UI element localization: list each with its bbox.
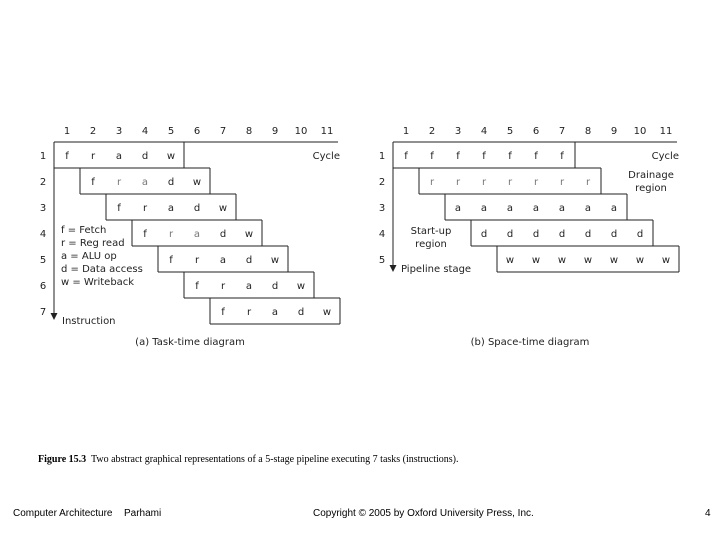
b-cell-s1-c7: f <box>560 151 564 162</box>
a-cell-t6-f: f <box>195 281 199 292</box>
b-cycle-number-2: 2 <box>428 126 436 137</box>
b-cycle-number-6: 6 <box>532 126 540 137</box>
b-cell-s3-c6: a <box>532 203 540 214</box>
b-cycle-label: Cycle <box>651 151 679 162</box>
b-drainage-label-line2: region <box>635 183 667 194</box>
b-cell-s2-c7: r <box>559 177 565 188</box>
b-cell-s3-c8: a <box>584 203 592 214</box>
b-cell-s2-c6: r <box>533 177 539 188</box>
b-cell-s4-c7: d <box>558 229 566 240</box>
b-cell-s5-c5: w <box>505 255 515 266</box>
a-cell-t7-w: w <box>322 307 332 318</box>
a-cycle-label: Cycle <box>312 151 340 162</box>
footer-course: Computer Architecture <box>13 508 113 519</box>
a-cell-t5-d: d <box>245 255 253 266</box>
a-cell-t2-w: w <box>192 177 202 188</box>
b-cycle-number-7: 7 <box>558 126 566 137</box>
b-cycle-number-10: 10 <box>633 126 647 137</box>
a-cell-t7-a: a <box>271 307 279 318</box>
b-cell-s1-c5: f <box>508 151 512 162</box>
a-task-number-2: 2 <box>39 177 47 188</box>
b-cycle-number-9: 9 <box>610 126 618 137</box>
b-cell-s3-c4: a <box>480 203 488 214</box>
b-startup-label-line1: Start-up <box>410 226 452 237</box>
b-cell-s3-c5: a <box>506 203 514 214</box>
b-cell-s1-c3: f <box>456 151 460 162</box>
b-cell-s4-c4: d <box>480 229 488 240</box>
b-cell-s1-c2: f <box>430 151 434 162</box>
a-cell-t6-r: r <box>220 281 226 292</box>
a-cycle-number-1: 1 <box>63 126 71 137</box>
b-cell-s2-c3: r <box>455 177 461 188</box>
b-cell-s2-c4: r <box>481 177 487 188</box>
b-cell-s2-c8: r <box>585 177 591 188</box>
b-cycle-number-11: 11 <box>659 126 673 137</box>
a-cell-t7-r: r <box>246 307 252 318</box>
a-cycle-number-7: 7 <box>219 126 227 137</box>
b-startup-label-line2: region <box>415 239 447 250</box>
a-cell-t1-f: f <box>65 151 69 162</box>
b-cell-s2-c5: r <box>507 177 513 188</box>
a-cell-t5-r: r <box>194 255 200 266</box>
a-legend-item-1: f = Fetch <box>61 225 107 236</box>
a-cycle-number-11: 11 <box>320 126 334 137</box>
a-cell-t6-w: w <box>296 281 306 292</box>
a-cell-t7-d: d <box>297 307 305 318</box>
figure-caption <box>38 454 688 465</box>
a-cell-t3-r: r <box>142 203 148 214</box>
page-number: 4 <box>705 508 711 519</box>
a-cell-t2-f: f <box>91 177 95 188</box>
b-subtitle: (b) Space-time diagram <box>470 337 590 348</box>
a-cell-t4-f: f <box>143 229 147 240</box>
a-subtitle: (a) Task-time diagram <box>135 337 245 348</box>
b-cell-s5-c8: w <box>583 255 593 266</box>
b-cell-s3-c3: a <box>454 203 462 214</box>
a-cell-t1-d: d <box>141 151 149 162</box>
a-legend-item-3: a = ALU op <box>61 251 117 262</box>
a-cycle-number-3: 3 <box>115 126 123 137</box>
a-task-number-7: 7 <box>39 307 47 318</box>
a-cycle-number-10: 10 <box>294 126 308 137</box>
b-stage-axis-head <box>390 265 397 272</box>
b-cell-s5-c7: w <box>557 255 567 266</box>
b-cell-s5-c10: w <box>635 255 645 266</box>
footer-copyright: Copyright © 2005 by Oxford University Press, Inc. <box>313 508 534 519</box>
a-cell-t3-f: f <box>117 203 121 214</box>
a-cell-t2-r: r <box>116 177 122 188</box>
a-cell-t5-f: f <box>169 255 173 266</box>
a-cell-t1-a: a <box>115 151 123 162</box>
b-cell-s4-c5: d <box>506 229 514 240</box>
a-cycle-number-2: 2 <box>89 126 97 137</box>
b-cycle-number-4: 4 <box>480 126 488 137</box>
b-cell-s4-c10: d <box>636 229 644 240</box>
b-drainage-label-line1: Drainage <box>628 170 674 181</box>
a-cycle-number-5: 5 <box>167 126 175 137</box>
b-cell-s3-c9: a <box>610 203 618 214</box>
a-cell-t4-w: w <box>244 229 254 240</box>
a-task-number-5: 5 <box>39 255 47 266</box>
b-cell-s5-c9: w <box>609 255 619 266</box>
b-cell-s2-c2: r <box>429 177 435 188</box>
b-cell-s3-c7: a <box>558 203 566 214</box>
a-cell-t3-w: w <box>218 203 228 214</box>
figure-caption-text: Two abstract graphical representations of a 5-stage pipeline executing 7 tasks (instructions). <box>90 454 459 465</box>
b-cycle-number-3: 3 <box>454 126 462 137</box>
a-cell-t4-r: r <box>168 229 174 240</box>
a-legend-item-5: w = Writeback <box>61 277 135 288</box>
b-cycle-number-8: 8 <box>584 126 592 137</box>
space-time-diagram <box>379 126 679 348</box>
b-cell-s1-c1: f <box>404 151 408 162</box>
b-cell-s5-c6: w <box>531 255 541 266</box>
b-cell-s4-c9: d <box>610 229 618 240</box>
b-cell-s1-c6: f <box>534 151 538 162</box>
b-cell-s4-c6: d <box>532 229 540 240</box>
a-cell-t6-d: d <box>271 281 279 292</box>
b-cycle-number-1: 1 <box>402 126 410 137</box>
b-stage-number-5: 5 <box>378 255 386 266</box>
a-cell-t1-w: w <box>166 151 176 162</box>
a-instruction-axis-head <box>51 313 58 320</box>
b-stage-number-2: 2 <box>378 177 386 188</box>
b-stage-number-4: 4 <box>378 229 386 240</box>
b-stage-label: Pipeline stage <box>401 264 472 275</box>
a-cell-t1-r: r <box>90 151 96 162</box>
a-cell-t6-a: a <box>245 281 253 292</box>
a-cell-t3-a: a <box>167 203 175 214</box>
b-cycle-number-5: 5 <box>506 126 514 137</box>
a-legend-item-4: d = Data access <box>61 264 143 275</box>
a-task-number-1: 1 <box>39 151 47 162</box>
task-time-diagram <box>40 126 340 348</box>
a-cell-t4-d: d <box>219 229 227 240</box>
footer-author: Parhami <box>124 508 162 519</box>
a-cell-t5-w: w <box>270 255 280 266</box>
b-cell-s1-c4: f <box>482 151 486 162</box>
a-cell-t7-f: f <box>221 307 225 318</box>
a-task-number-4: 4 <box>39 229 47 240</box>
a-cycle-number-9: 9 <box>271 126 279 137</box>
a-instruction-label: Instruction <box>62 316 116 327</box>
a-cell-t5-a: a <box>219 255 227 266</box>
a-cycle-number-4: 4 <box>141 126 149 137</box>
figure-label: Figure 15.3 <box>38 454 87 465</box>
b-cell-s5-c11: w <box>661 255 671 266</box>
b-stage-number-3: 3 <box>378 203 386 214</box>
b-stage-number-1: 1 <box>378 151 386 162</box>
b-cell-s4-c8: d <box>584 229 592 240</box>
a-task-number-6: 6 <box>39 281 47 292</box>
a-cell-t2-a: a <box>141 177 149 188</box>
a-cell-t2-d: d <box>167 177 175 188</box>
a-task-number-3: 3 <box>39 203 47 214</box>
a-cell-t4-a: a <box>193 229 201 240</box>
a-legend-item-2: r = Reg read <box>61 238 125 249</box>
a-cycle-number-6: 6 <box>193 126 201 137</box>
a-cell-t3-d: d <box>193 203 201 214</box>
a-cycle-number-8: 8 <box>245 126 253 137</box>
